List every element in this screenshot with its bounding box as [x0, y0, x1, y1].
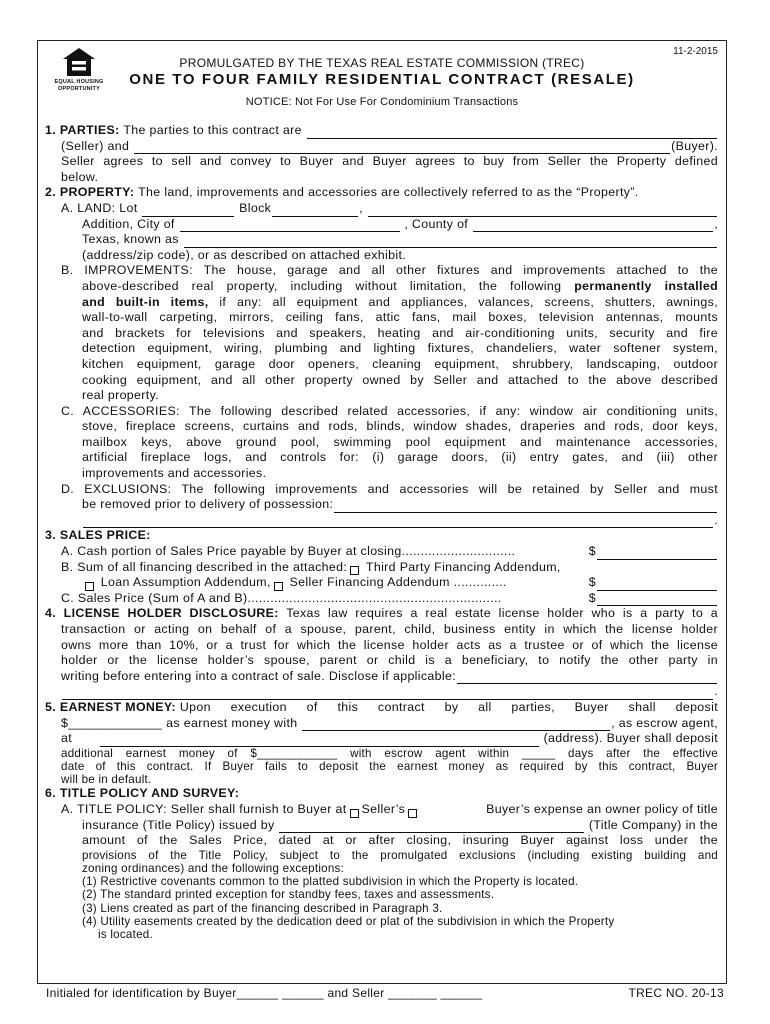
sales-price-b-line-1 [45, 560, 718, 576]
parties-line-2 [45, 139, 718, 155]
property-heading: 2. PROPERTY: [45, 185, 135, 200]
license-line-2: transaction or acting on behalf of a spouse, parent, child, business entity in which the license holder [61, 622, 718, 636]
title-policy-line-2 [45, 818, 718, 834]
earnest-line-6: will be in default. [61, 773, 152, 787]
sales-price-c-line [45, 591, 718, 607]
leader-dots: .............. [453, 575, 507, 590]
land-line-3 [45, 232, 718, 248]
disclose-label: writing before entering into a contract of sale. Disclose if applicable: [61, 668, 457, 683]
land-lot-label: A. LAND: Lot [61, 200, 138, 215]
exclusions-label: be removed prior to delivery of possession: [82, 497, 334, 512]
address-field[interactable] [184, 236, 717, 248]
exception-4-cont: is located. [98, 927, 153, 941]
title-policy-heading-line [45, 786, 718, 802]
page-footer [46, 986, 724, 1000]
period: . [714, 512, 718, 527]
loan-assumption-checkbox[interactable] [85, 582, 94, 591]
sellers-label: Seller’s [361, 801, 406, 816]
notice-line: NOTICE: Not For Use For Condominium Transactions [245, 96, 519, 108]
sales-price-a-line [45, 544, 718, 560]
land-line-2 [45, 217, 718, 233]
title-policy-heading: 6. TITLE POLICY AND SURVEY: [45, 786, 240, 801]
disclosure-field-2[interactable] [62, 688, 713, 700]
comma: , [359, 200, 363, 215]
sales-price-b-line-2 [45, 575, 718, 591]
logo-text-line-1: EQUAL HOUSING [54, 79, 104, 85]
land-line-1 [45, 201, 718, 217]
cash-portion-field[interactable] [597, 548, 717, 560]
loan-assumption-label: Loan Assumption Addendum, [100, 575, 271, 590]
property-intro: The land, improvements and accessories are collectively referred to as the “Property”. [138, 185, 639, 200]
title-company-label: (Title Company) in the [588, 817, 718, 832]
license-line-6 [45, 684, 718, 700]
escrow-agent-label: , as escrow agent, [611, 715, 718, 730]
contract-page [37, 40, 727, 984]
block-field[interactable] [272, 205, 358, 217]
improvements-text: if any: all equipment and appliances, valances, screens, shutters, awnings, [219, 294, 718, 309]
buyers-expense-label: Buyer’s expense an owner policy of title [486, 801, 718, 816]
leader-dots: ................................................................... [247, 590, 502, 605]
improvements-line-1: B. IMPROVEMENTS: The house, garage and all other fixtures and improvements attached to the [61, 263, 718, 278]
earnest-text: Upon execution of this contract by all parties, Buyer shall deposit [179, 699, 718, 714]
sellers-expense-checkbox[interactable] [350, 809, 359, 818]
buyer-name-field[interactable] [134, 142, 670, 154]
improvements-line-5: and brackets for televisions and speakers, heating and air-conditioning units, security and fire [82, 325, 718, 340]
earnest-line-5: date of this contract. If Buyer fails to deposit the earnest money as required by this contract, Buyer [61, 759, 718, 773]
accessories-line-5: improvements and accessories. [82, 466, 267, 481]
sales-price-heading-line [45, 528, 718, 544]
promulgated-line: PROMULGATED BY THE TEXAS REAL ESTATE COMMISSION (TREC) [179, 56, 585, 70]
contract-body [45, 123, 718, 941]
improvements-line-9: real property. [82, 388, 159, 403]
permanently-installed: permanently installed [574, 278, 718, 293]
parties-line-1 [45, 123, 718, 139]
parties-line-4: below. [61, 169, 99, 184]
form-date: 11-2-2015 [673, 46, 718, 57]
earnest-line-2 [45, 716, 718, 732]
dollar-sign: $ [588, 590, 596, 605]
dollar-sign: $ [588, 575, 596, 590]
sales-price-sum-label: C. Sales Price (Sum of A and B) [61, 590, 248, 605]
sales-price-field[interactable] [597, 594, 717, 606]
exclusions-line-1: D. EXCLUSIONS: The following improvements and accessories will be retained by Seller and must [61, 481, 718, 496]
parties-line-3: Seller agrees to sell and convey to Buyer and Buyer agrees to buy from Seller the Property defined [61, 154, 718, 169]
address-label: (address). Buyer shall deposit [543, 731, 718, 746]
improvements-line-4: wall-to-wall carpeting, mirrors, ceiling fans, attic fans, mail boxes, television antennas, mounts [82, 310, 718, 325]
improvements-text: above-described real property, including without limitation, the following [82, 278, 562, 293]
title-policy-line-5: zoning ordinances) and the following exceptions: [82, 861, 345, 875]
license-line-4: holder or the license holder’s spouse, parent or child is a beneficiary, to notify the other party in [61, 653, 718, 668]
earnest-line-4: additional earnest money of $____________ with escrow agent within _____ days after the effective [61, 746, 718, 760]
title-company-field[interactable] [279, 821, 584, 833]
logo-text-line-2: OPPORTUNITY [58, 86, 100, 92]
parties-text: The parties to this contract are [123, 123, 302, 137]
exclusions-field-1[interactable] [334, 501, 717, 513]
seller-financing-checkbox[interactable] [274, 582, 283, 591]
comma: , [714, 216, 718, 231]
disclosure-field-1[interactable] [457, 672, 717, 684]
earnest-line-1 [45, 700, 718, 716]
property-line-1 [45, 185, 718, 201]
cash-portion-label: A. Cash portion of Sales Price payable by Buyer at closing [61, 544, 402, 559]
accessories-line-3: mailbox keys, above ground pool, swimming pool equipment and maintenance accessories, [82, 434, 718, 449]
exception-2: (2) The standard printed exception for standby fees, taxes and assessments. [82, 888, 495, 902]
seller-name-field[interactable] [307, 127, 717, 139]
city-field[interactable] [180, 220, 400, 232]
improvements-line-7: kitchen equipment, garage door openers, cleaning equipment, shrubbery, landscaping, outdoor [82, 356, 718, 371]
financing-label: B. Sum of all financing described in the attached: [61, 559, 348, 574]
improvements-line-2 [45, 279, 718, 295]
license-text: Texas law requires a real estate license holder who is a party to a [286, 606, 718, 621]
improvements-line-3 [45, 295, 718, 311]
period: . [714, 684, 718, 699]
parties-heading: 1. PARTIES: [45, 123, 120, 137]
leader-dots: .............................. [401, 544, 516, 559]
exception-4: (4) Utility easements created by the dedication deed or plat of the subdivision in which the Property [82, 914, 615, 928]
exception-3: (3) Liens created as part of the financing described in Paragraph 3. [82, 901, 443, 915]
addition-city-label: Addition, City of [82, 216, 175, 231]
license-line-1 [45, 606, 718, 622]
buyer-label: (Buyer). [671, 138, 718, 153]
escrow-agent-field[interactable] [302, 719, 610, 731]
exclusions-field-2[interactable] [83, 516, 713, 528]
seller-financing-label: Seller Financing Addendum [289, 575, 450, 590]
accessories-line-2: stove, fireplace screens, curtains and rods, blinds, window shades, draperies and rods, door keys, [82, 419, 718, 434]
exception-1: (1) Restrictive covenants common to the platted subdivision in which the Property is located. [82, 875, 579, 889]
county-field[interactable] [473, 220, 713, 232]
at-label: at [61, 731, 73, 746]
page-title: ONE TO FOUR FAMILY RESIDENTIAL CONTRACT (RESALE) [129, 71, 635, 88]
block-label: Block [239, 200, 272, 215]
exclusions-line-2 [45, 497, 718, 513]
earnest-amount-label: $_____________ as earnest money with [61, 715, 298, 730]
accessories-line-1: C. ACCESSORIES: The following described related accessories, if any: window air conditioning units, [61, 403, 718, 418]
accessories-line-4: artificial fireplace logs, and controls for: (i) garage doors, (ii) entry gates, and (iii) other [82, 450, 718, 465]
addition-name-field[interactable] [368, 205, 717, 217]
lot-field[interactable] [142, 205, 234, 217]
land-line-4: (address/zip code), or as described on attached exhibit. [82, 247, 407, 262]
form-number: TREC NO. 20-13 [628, 986, 724, 1000]
title-policy-label: A. TITLE POLICY: Seller shall furnish to Buyer at [61, 801, 347, 816]
seller-and-label: (Seller) and [61, 138, 130, 153]
title-policy-line-4: provisions of the Title Policy, subject to the promulgated exclusions (including existing building and [82, 848, 718, 862]
earnest-line-3 [45, 731, 718, 747]
improvements-line-6: detection equipment, wiring, plumbing and lighting fixtures, chandeliers, water softener system, [82, 341, 718, 356]
built-in-items: and built-in items, [82, 294, 209, 309]
financing-amount-field[interactable] [597, 579, 717, 591]
license-line-3: owns more than 10%, or a trust for which the license holder acts as a trustee or of which the license [61, 637, 718, 652]
escrow-address-field[interactable] [100, 735, 539, 747]
license-line-5 [45, 669, 718, 685]
buyers-expense-checkbox[interactable] [408, 809, 417, 818]
third-party-financing-checkbox[interactable] [350, 566, 359, 575]
title-policy-line-1 [45, 802, 718, 818]
third-party-financing-label: Third Party Financing Addendum, [365, 559, 561, 574]
dollar-sign: $ [588, 544, 596, 559]
initials-line[interactable]: Initialed for identification by Buyer______ ______ and Seller _______ ______ [46, 986, 483, 1000]
improvements-line-8: cooking equipment, and all other property owned by Seller and attached to the above described [82, 372, 718, 387]
texas-known-as-label: Texas, known as [82, 232, 179, 247]
title-policy-line-3: amount of the Sales Price, dated at or after closing, insuring Buyer against loss under the [82, 833, 718, 848]
exclusions-line-3 [45, 513, 718, 529]
county-label: , County of [404, 216, 469, 231]
issued-by-label: insurance (Title Policy) issued by [82, 817, 275, 832]
sales-price-heading: 3. SALES PRICE: [45, 528, 151, 543]
license-holder-heading: 4. LICENSE HOLDER DISCLOSURE: [45, 606, 279, 621]
earnest-money-heading: 5. EARNEST MONEY: [45, 699, 177, 714]
